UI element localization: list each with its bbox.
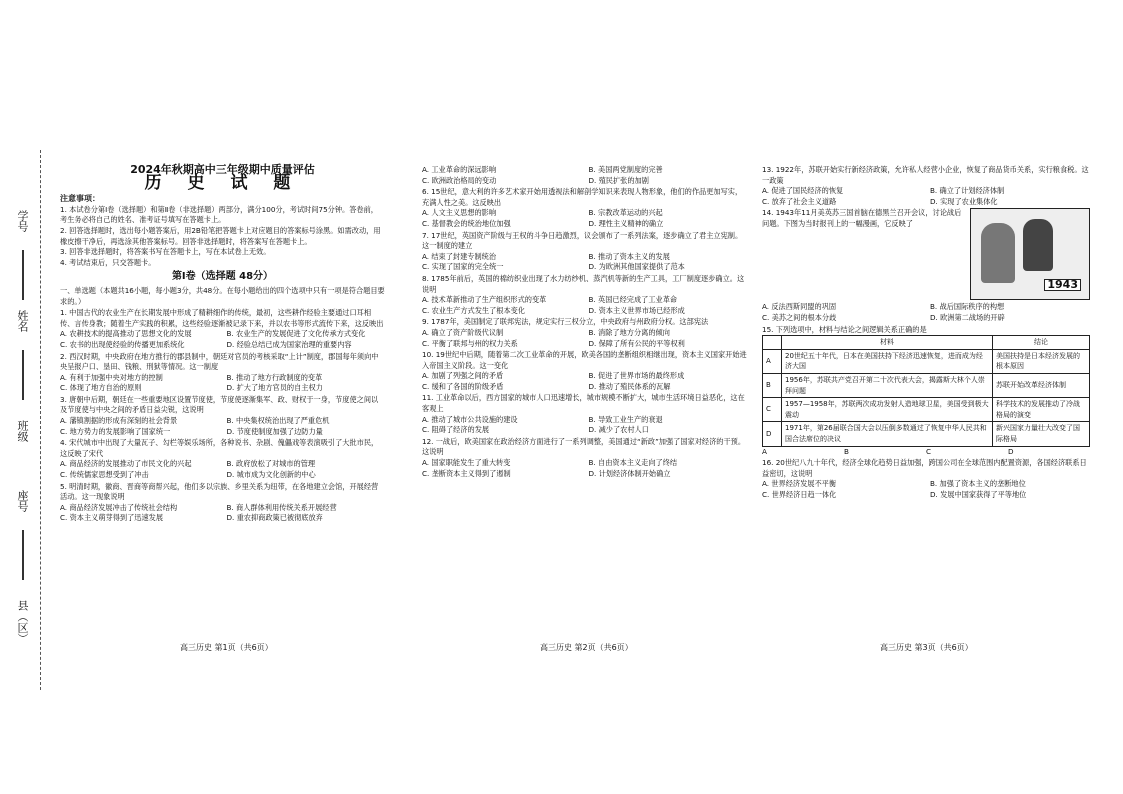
option: B. 农业生产的发展促进了文化传承方式变化 — [226, 329, 366, 339]
option: A. 加剧了列强之间的矛盾 — [422, 371, 504, 381]
option: D. 欧洲第二战场的开辟 — [930, 312, 1005, 322]
question-item — [60, 308, 385, 350]
table-header-cell: 结论 — [993, 336, 1090, 350]
table-cell: 20世纪五十年代，日本在美国扶持下经济迅速恢复，进而成为经济大国 — [782, 349, 993, 373]
option: B. 消除了地方分离的倾向 — [588, 327, 670, 337]
option: A. 商品经济发展冲击了传统社会结构 — [60, 502, 178, 512]
question-item — [422, 317, 747, 349]
option: D. 经验总结已成为国家治理的重要内容 — [226, 339, 352, 349]
table-row — [763, 398, 1090, 422]
notice-item: 1. 本试卷分第Ⅰ卷（选择题）和第Ⅱ卷（非选择题）两部分，满分100分，考试时间75分钟。答卷前，考生务必将自己的姓名、准考证号填写在答题卡上。 — [60, 204, 378, 225]
option: A. 世界经济发展不平衡 — [762, 479, 837, 489]
table-row — [763, 422, 1090, 446]
question-stem: 5. 明清时期，徽商、晋商等商帮兴起，他们多以宗族、乡里关系为纽带，在各地建立会馆，开展经营活动。这一现象说明 — [60, 481, 379, 502]
question-stem: 1. 中国古代的农业生产在长期发展中形成了精耕细作的传统，最初，这些耕作经验主要通过口耳相传、言传身教；随着生产实践的积累，这些经验逐渐被记录下来，并以农书等形式流传下来，这反映出 — [60, 308, 384, 328]
binding-line — [22, 530, 24, 580]
binding-line — [22, 250, 24, 300]
option: B. 确立了计划经济体制 — [930, 186, 1005, 196]
table-header-cell — [763, 336, 782, 350]
binding-label-county: 县（区） — [16, 600, 29, 644]
option: D. 发展中国家获得了平等地位 — [930, 489, 1027, 499]
option: B. 战后国际秩序的构想 — [930, 302, 1005, 312]
table-cell: 苏联开始改革经济体制 — [993, 373, 1090, 397]
page-column-2 — [422, 165, 747, 480]
option: B. 促进了世界市场的最终形成 — [588, 371, 685, 381]
option: A. 农耕技术的提高推动了思想文化的发展 — [60, 329, 192, 339]
option: C. 资本主义萌芽得到了迅速发展 — [60, 513, 164, 523]
question-item — [422, 437, 747, 479]
question-stem: 6. 15世纪，意大利的许多艺术家开始用透视法和解剖学知识来表现人物形象，他们的作品更加写实，充满人性之美。这反映出 — [422, 187, 743, 207]
binding-line — [22, 350, 24, 400]
material-table — [762, 335, 1090, 446]
option: B. 推动了资本主义的发展 — [588, 251, 670, 261]
option: C. 平衡了联邦与州的权力关系 — [422, 338, 518, 348]
option: A. 人文主义思想的影响 — [422, 208, 497, 218]
question-stem: 8. 1785年前后，英国的棉纺织业出现了水力纺纱机、蒸汽机等新的生产工具，工厂制度逐步确立。这说明 — [422, 273, 745, 294]
page-column-3 — [762, 165, 1090, 501]
option: C. 基督教会的统治地位加强 — [422, 218, 511, 228]
question-item — [422, 274, 747, 316]
question-item — [422, 350, 747, 392]
question-stem: 15. 下列选项中，材料与结论之间逻辑关系正确的是 — [762, 324, 927, 334]
question-stem: 16. 20世纪八九十年代，经济全球化趋势日益加强，跨国公司在全球范围内配置资源，各国经济联系日益密切，这说明 — [762, 458, 1087, 478]
option: B. 宗教改革运动的兴起 — [588, 208, 663, 218]
option: B. 导致工业生产的衰退 — [588, 414, 663, 424]
question-item — [422, 165, 747, 186]
page-column-1 — [60, 165, 385, 525]
question-item — [422, 231, 747, 273]
question-list — [422, 165, 747, 479]
question-item — [422, 393, 747, 435]
table-cell: 科学技术的发展推动了冷战格局的演变 — [993, 398, 1090, 422]
table-cell: 1956年，苏联共产党召开第二十次代表大会，揭露斯大林个人崇拜问题 — [782, 373, 993, 397]
section-title: 第Ⅰ卷（选择题 48分） — [171, 271, 274, 283]
binding-label-seat: 座号 — [16, 490, 29, 512]
table-cell: A — [763, 349, 782, 373]
option: D. 为欧洲其他国家提供了范本 — [588, 262, 685, 272]
option: C. 美苏之间的根本分歧 — [762, 312, 837, 322]
cartoon-figure — [1023, 219, 1053, 271]
option: C. 农书的出现使经验的传播更加系统化 — [60, 339, 185, 349]
option: A — [762, 446, 767, 456]
table-cell: 新兴国家力量壮大改变了国际格局 — [993, 422, 1090, 446]
option: D. 推动了殖民体系的瓦解 — [588, 381, 671, 391]
option: C. 欧洲政治格局的变动 — [422, 175, 497, 185]
question-15 — [762, 325, 1090, 458]
option: B. 自由资本主义走向了终结 — [588, 458, 678, 468]
option: A. 工业革命的深远影响 — [422, 165, 497, 174]
option: B. 加强了资本主义的垄断地位 — [930, 479, 1026, 489]
option: C. 实现了国家的完全统一 — [422, 262, 504, 272]
option: C. 体现了地方自治的原则 — [60, 383, 142, 393]
question-item — [60, 352, 385, 394]
option: D. 节度使制度加强了边防力量 — [226, 426, 323, 436]
page-footer: 高三历史 第3页（共6页） — [880, 643, 973, 652]
table-cell: 1971年，第26届联合国大会以压倒多数通过了恢复中华人民共和国合法席位的决议 — [782, 422, 993, 446]
option: A. 确立了资产阶级代议制 — [422, 327, 504, 337]
notice-item: 4. 考试结束后，只交答题卡。 — [60, 257, 156, 267]
cartoon-year-label: 1943 — [1044, 279, 1081, 292]
binding-strip — [6, 150, 41, 690]
question-item — [762, 165, 1090, 207]
notice-item: 2. 回答选择题时，选出每小题答案后，用2B铅笔把答题卡上对应题目的答案标号涂黑。如需改动，用橡皮擦干净后，再选涂其他答案标号。回答非选择题时，将答案写在答题卡上。 — [60, 225, 381, 246]
option: D. 重农抑商政策已被彻底放弃 — [226, 513, 323, 523]
option: D. 计划经济体制开始确立 — [588, 468, 671, 478]
question-stem: 13. 1922年，苏联开始实行新经济政策，允许私人经营小企业，恢复了商品货币关系，实行粮食税。这一政策 — [762, 165, 1089, 185]
notice-item: 3. 回答非选择题时，将答案书写在答题卡上，写在本试卷上无效。 — [60, 247, 271, 257]
subject-title: 历 史 试 题 — [144, 172, 301, 193]
question-item — [60, 482, 385, 524]
option: C. 地方势力的发展影响了国家统一 — [60, 426, 171, 436]
option: D — [1008, 446, 1014, 456]
option: B. 美国两党制度的完善 — [588, 165, 663, 174]
question-stem: 7. 17世纪，英国资产阶级与王权的斗争日趋激烈，议会颁布了一系列法案，逐步确立了君主立宪制。这一制度的建立 — [422, 230, 743, 251]
option: A. 推动了城市公共设施的建设 — [422, 414, 518, 424]
page-footer: 高三历史 第1页（共6页） — [180, 643, 273, 652]
binding-label-class: 班级 — [16, 420, 29, 442]
question-stem: 9. 1787年，美国制定了联邦宪法，规定实行三权分立，中央政府与州政府分权。这部宪法 — [422, 317, 709, 327]
option: B. 政府放松了对城市的管理 — [226, 459, 316, 469]
table-cell: 美国扶持是日本经济发展的根本原因 — [993, 349, 1090, 373]
question-item — [422, 187, 747, 229]
table-header-row — [763, 336, 1090, 350]
question-item — [60, 438, 385, 480]
option: C. 阻碍了经济的发展 — [422, 425, 490, 435]
exam-title: 2024年秋期高中三年级期中质量评估 — [130, 163, 315, 176]
question-14 — [762, 208, 1090, 323]
option: B. 英国已经完成了工业革命 — [588, 295, 678, 305]
option: D. 资本主义世界市场已经形成 — [588, 305, 685, 315]
option: D. 扩大了地方官员的自主权力 — [226, 383, 323, 393]
table-cell: 1957—1958年，苏联两次成功发射人造地球卫星，美国受到极大震动 — [782, 398, 993, 422]
option: C. 传统儒家思想受到了冲击 — [60, 470, 149, 480]
option: A. 技术革新推动了生产组织形式的变革 — [422, 295, 547, 305]
option: A. 结束了封建专制统治 — [422, 251, 497, 261]
notice-title: 注意事项： — [60, 194, 100, 204]
question-stem: 11. 工业革命以后，西方国家的城市人口迅速增长，城市规模不断扩大，城市生活环境日益恶化，这在客观上 — [422, 393, 745, 414]
option: D. 保障了所有公民的平等权利 — [588, 338, 685, 348]
option: A. 国家职能发生了重大转变 — [422, 458, 511, 468]
option: A. 藩镇割据的形成有深刻的社会背景 — [60, 416, 178, 426]
option: D. 殖民扩张的加剧 — [588, 175, 649, 185]
option: D. 减少了农村人口 — [588, 425, 649, 435]
option: B. 推动了地方行政制度的变革 — [226, 372, 323, 382]
cartoon-figure — [981, 223, 1015, 283]
option: D. 理性主义精神的确立 — [588, 218, 664, 228]
binding-label-student-id: 学号 — [16, 210, 29, 232]
section-intro: 一、单选题（本题共16小题，每小题3分，共48分。在每小题给出的四个选项中只有一项是符合题目要求的。） — [60, 285, 385, 306]
question-stem: 2. 西汉时期，中央政府在地方推行的郡县制中，朝廷对官员的考核采取“上计”制度，郡国每年须向中央呈报户口、垦田、钱粮、刑狱等情况。这一制度 — [60, 351, 379, 372]
question-stem: 14. 1943年11月美英苏三国首脑在德黑兰召开会议，讨论战后问题。下图为当时报刊上的一幅漫画，它反映了 — [762, 208, 962, 228]
question-stem: 12. 一战后，欧美国家在政治经济方面进行了一系列调整，美国通过“新政”加强了国家对经济的干预。这说明 — [422, 436, 746, 457]
option: B. 中央集权统治出现了严重危机 — [226, 416, 330, 426]
option: C. 世界经济日趋一体化 — [762, 489, 837, 499]
option: A. 促进了国民经济的恢复 — [762, 186, 844, 196]
option: A. 商品经济的发展推动了市民文化的兴起 — [60, 459, 192, 469]
page-footer: 高三历史 第2页（共6页） — [540, 643, 633, 652]
option: C. 垄断资本主义得到了遏制 — [422, 468, 511, 478]
question-stem: 3. 唐朝中后期，朝廷在一些重要地区设置节度使，节度使逐渐集军、政、财权于一身，节度使之间以及节度使与中央之间的矛盾日益尖锐，这说明 — [60, 394, 379, 415]
option: C. 放弃了社会主义道路 — [762, 196, 837, 206]
cartoon-image — [970, 208, 1090, 300]
table-header-cell: 材料 — [782, 336, 993, 350]
question-list — [762, 165, 1090, 207]
binding-label-name: 姓名 — [16, 310, 29, 332]
question-list — [60, 308, 385, 524]
table-cell: B — [763, 373, 782, 397]
question-16 — [762, 458, 1090, 500]
question-stem: 4. 宋代城市中出现了大量瓦子、勾栏等娱乐场所，各种说书、杂剧、傀儡戏等表演吸引了大批市民，这反映了宋代 — [60, 438, 379, 458]
option: D. 实现了农业集体化 — [930, 196, 998, 206]
option: A. 有利于加强中央对地方的控制 — [60, 372, 163, 382]
option: A. 反法西斯同盟的巩固 — [762, 302, 837, 312]
table-cell: D — [763, 422, 782, 446]
option: D. 城市成为文化创新的中心 — [226, 470, 316, 480]
question-stem: 10. 19世纪中后期，随着第二次工业革命的开展，欧美各国的垄断组织相继出现，资本主义国家开始进入帝国主义阶段。这一变化 — [422, 350, 747, 370]
table-row — [763, 349, 1090, 373]
option: B. 商人群体利用传统关系开展经营 — [226, 502, 337, 512]
option: C. 缓和了各国的阶级矛盾 — [422, 381, 504, 391]
question-item — [60, 395, 385, 437]
table-row — [763, 373, 1090, 397]
table-cell: C — [763, 398, 782, 422]
option: B — [844, 446, 849, 456]
option: C — [926, 446, 932, 456]
option: C. 农业生产方式发生了根本变化 — [422, 305, 526, 315]
